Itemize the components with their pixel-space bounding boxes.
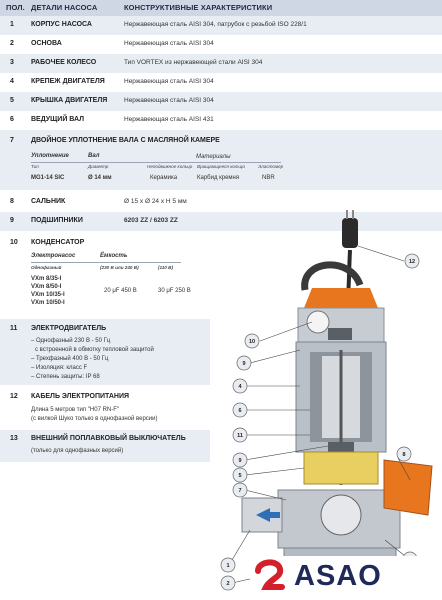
motor-line: с встроенной в обмотку тепловой защитой xyxy=(35,347,154,353)
lower-bearing xyxy=(328,442,354,452)
row-name: КОРПУС НАСОСА xyxy=(31,21,92,28)
row-num: 13 xyxy=(10,435,18,442)
row-name: ВНЕШНИЙ ПОПЛАВКОВЫЙ ВЫКЛЮЧАТЕЛЬ xyxy=(31,435,186,442)
seal-divider xyxy=(31,162,281,163)
shaft-diameter: Ø 14 мм xyxy=(88,175,112,181)
model-name: VXm 8/35-I xyxy=(31,276,62,282)
flow-arrow-shaft xyxy=(268,512,280,518)
model-name: VXm 10/50-I xyxy=(31,300,65,306)
row-num: 1 xyxy=(10,21,14,28)
asao-logo xyxy=(250,556,438,596)
spec-row xyxy=(0,16,442,35)
capacitance-header: Ёмкость xyxy=(100,253,128,259)
capacitance-110v: 30 μF 250 В xyxy=(158,288,191,294)
cable-note: (с вилкой Шуко только в однофазной версии) xyxy=(31,416,158,422)
row-value: 6203 ZZ / 6203 ZZ xyxy=(124,217,178,224)
plug-pin xyxy=(346,210,348,219)
capacitor-divider xyxy=(31,262,181,263)
row-name: ВЕДУЩИЙ ВАЛ xyxy=(31,116,85,123)
logo-mark-icon xyxy=(252,557,290,595)
spec-table-header xyxy=(0,0,442,16)
oil-chamber-seal xyxy=(304,452,378,484)
row-num: 12 xyxy=(10,393,18,400)
spec-row xyxy=(0,54,442,73)
fixed-ring-material: Керамика xyxy=(150,175,178,181)
elastomer-header: Эластомер xyxy=(258,164,284,169)
row-value: Тип VORTEX из нержавеющей стали AISI 304 xyxy=(124,59,263,66)
callout-label: 1 xyxy=(226,563,230,569)
row-value: Нержавеющая сталь AISI 304 xyxy=(124,40,214,47)
model-name: VXm 8/50-I xyxy=(31,284,62,290)
row-value: Нержавеющая сталь AISI 304, патрубок с резьбой ISO 228/1 xyxy=(124,21,307,28)
spec-row xyxy=(0,35,442,54)
row-num: 3 xyxy=(10,59,14,66)
materials-header: Материалы xyxy=(196,154,231,160)
row-num: 8 xyxy=(10,198,14,205)
float-switch xyxy=(384,460,432,515)
elastomer-material: NBR xyxy=(262,175,275,181)
shaft-header: Вал xyxy=(88,153,100,159)
cable-length: Длина 5 метров тип "H07 RN-F" xyxy=(31,407,120,413)
spec-row xyxy=(0,111,442,130)
logo-text: ASAO xyxy=(294,560,382,592)
type-header: Тип xyxy=(31,164,39,169)
row-name: КРЕПЕЖ ДВИГАТЕЛЯ xyxy=(31,78,105,85)
pump-header: Электронасос xyxy=(31,253,76,259)
row-num: 11 xyxy=(10,325,18,332)
callout-label: 10 xyxy=(248,339,256,345)
row-name: КРЫШКА ДВИГАТЕЛЯ xyxy=(31,97,108,104)
voltage-header-2: (110 В) xyxy=(158,265,173,270)
row-name: САЛЬНИК xyxy=(31,198,66,205)
row-name: КАБЕЛЬ ЭЛЕКТРОПИТАНИЯ xyxy=(31,393,130,400)
orange-top-cap xyxy=(304,288,378,308)
row-name: КОНДЕНСАТОР xyxy=(31,239,85,246)
row-num: 7 xyxy=(10,137,14,144)
callout-label: 11 xyxy=(237,433,243,439)
row-name: ДВОЙНОЕ УПЛОТНЕНИЕ ВАЛА С МАСЛЯНОЙ КАМЕРЕ xyxy=(31,137,220,144)
motor-line: – Изоляция: класс F xyxy=(31,365,88,371)
callout-label: 12 xyxy=(408,259,416,265)
voltage-header-1: (230 В или 240 В) xyxy=(100,265,139,270)
callout-label: 9 xyxy=(238,458,242,464)
row-num: 10 xyxy=(10,239,18,246)
row-name: ОСНОВА xyxy=(31,40,62,47)
row-num: 4 xyxy=(10,78,14,85)
vortex-impeller xyxy=(321,495,361,535)
motor-line: – Степень защиты: IP 68 xyxy=(31,374,100,380)
diameter-header: Диаметр xyxy=(88,164,109,169)
row-value: Нержавеющая сталь AISI 431 xyxy=(124,116,214,123)
motor-section xyxy=(0,319,210,385)
spec-row xyxy=(0,92,442,111)
header-spec: КОНСТРУКТИВНЫЕ ХАРАКТЕРИСТИКИ xyxy=(124,3,273,12)
row-name: ЭЛЕКТРОДВИГАТЕЛЬ xyxy=(31,325,107,332)
row-value: Нержавеющая сталь AISI 304 xyxy=(124,78,214,85)
row-num: 9 xyxy=(10,217,14,224)
callout-label: 8 xyxy=(402,452,406,458)
callout-label: 7 xyxy=(238,488,242,494)
capacitance-230v: 20 μF 450 В xyxy=(104,288,137,294)
seal-type: MG1-14 SIC xyxy=(31,175,65,181)
capacitor xyxy=(307,311,329,333)
schuko-plug xyxy=(342,218,358,248)
seal-header: Уплотнение xyxy=(31,153,69,159)
header-part: ДЕТАЛИ НАСОСА xyxy=(31,3,98,12)
motor-line: – Трехфазный 400 В - 50 Гц xyxy=(31,356,109,362)
model-name: VXm 10/35-I xyxy=(31,292,65,298)
upper-bearing xyxy=(328,328,352,340)
rotating-ring-header: Вращающееся кольцо xyxy=(197,164,245,169)
float-switch-section xyxy=(0,430,210,462)
callout-label: 6 xyxy=(238,408,242,414)
float-note: (только для однофазных версий) xyxy=(31,448,124,454)
header-pos: ПОЛ. xyxy=(6,3,25,12)
row-value: Ø 15 x Ø 24 x H 5 мм xyxy=(124,198,187,205)
motor-line: – Однофазный 230 В - 50 Гц xyxy=(31,338,111,344)
row-num: 2 xyxy=(10,40,14,47)
callout-label: 4 xyxy=(238,384,242,390)
cable-section xyxy=(0,388,210,426)
callout-label: 2 xyxy=(226,581,230,587)
row-name: ПОДШИПНИКИ xyxy=(31,217,83,224)
row-num: 6 xyxy=(10,116,14,123)
phase-header: Однофазный xyxy=(31,265,62,270)
callout-label: 5 xyxy=(238,473,242,479)
row-value: Нержавеющая сталь AISI 304 xyxy=(124,97,214,104)
pump-cutaway-diagram xyxy=(200,210,442,600)
seal-section xyxy=(0,130,442,190)
row-num: 5 xyxy=(10,97,14,104)
plug-pin xyxy=(352,210,354,219)
callout-label: 9 xyxy=(242,361,246,367)
spec-row xyxy=(0,73,442,92)
rotating-ring-material: Карбид кремня xyxy=(197,175,240,181)
fixed-ring-header: Неподвижное кольцо xyxy=(147,164,193,169)
pump-handle xyxy=(305,265,360,290)
row-name: РАБОЧЕЕ КОЛЕСО xyxy=(31,59,97,66)
